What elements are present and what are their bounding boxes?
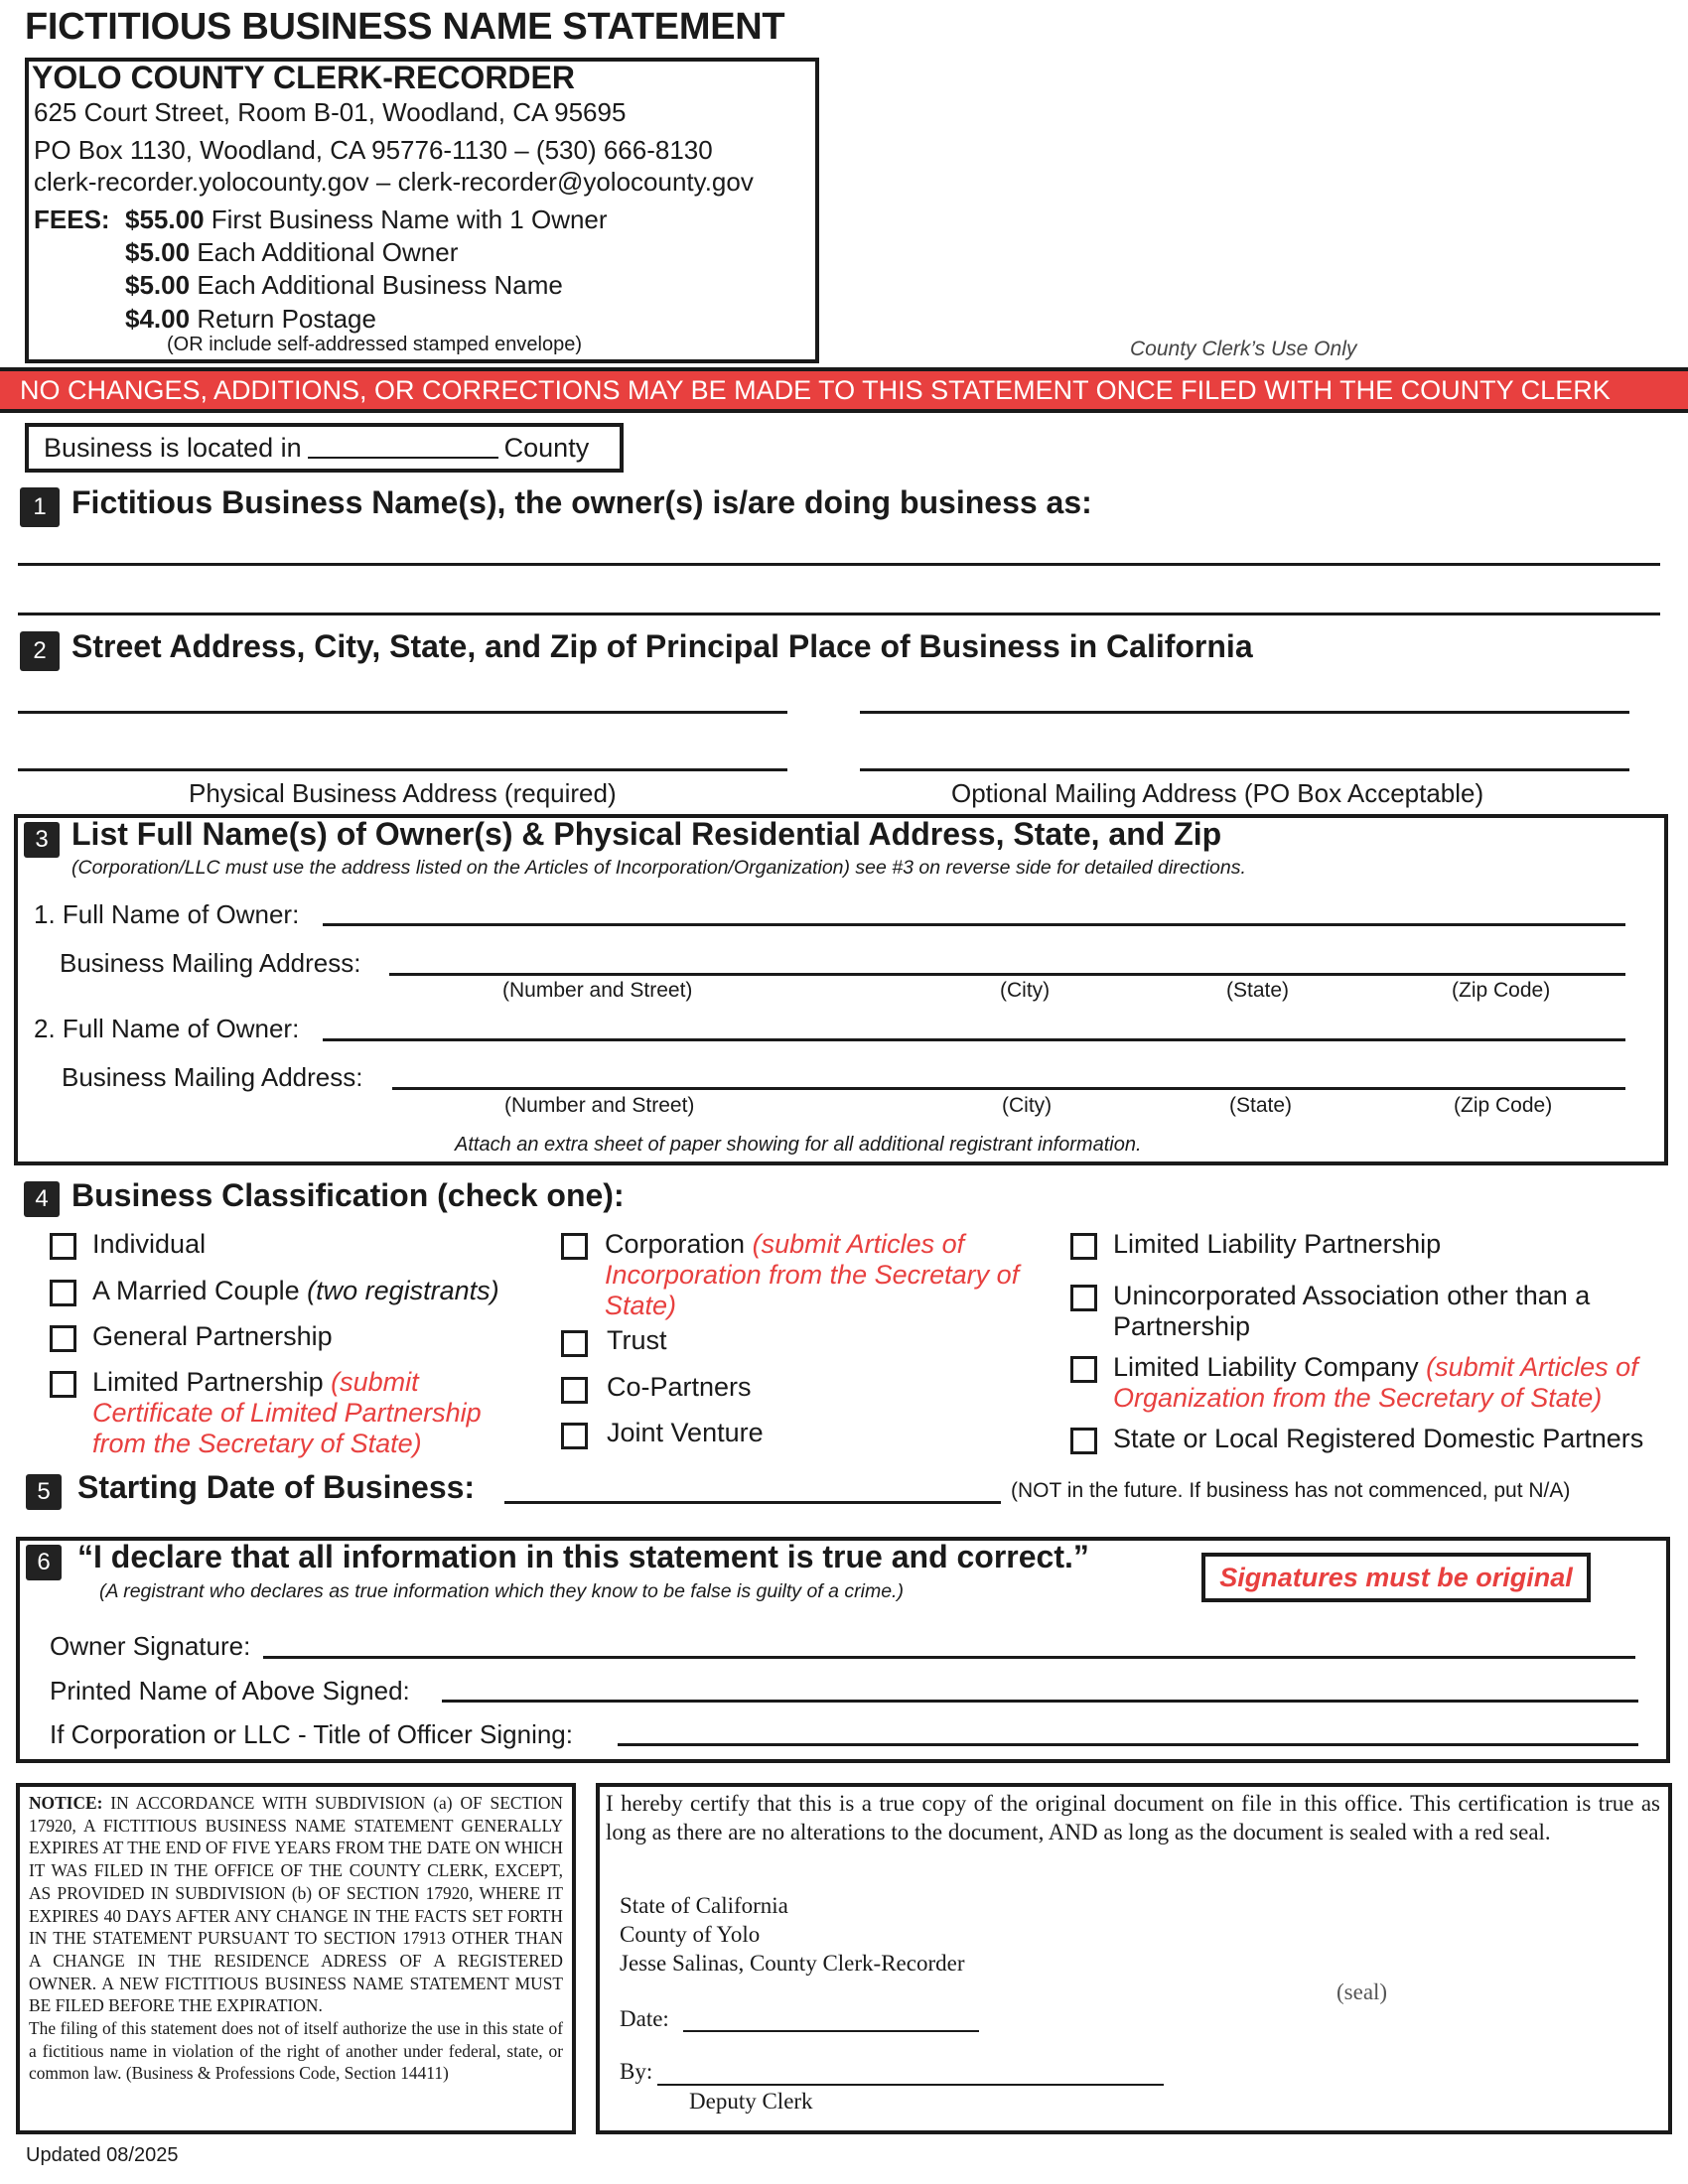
llc-note-2: Organization from the Secretary of State): [1113, 1383, 1603, 1413]
option-corporation: Corporation (submit Articles of: [605, 1229, 965, 1259]
cert-date-input[interactable]: [683, 2030, 979, 2032]
section-5-badge: 5: [26, 1474, 62, 1510]
fee-row: $5.00 Each Additional Owner: [125, 237, 459, 267]
section-6-note: (A registrant who declares as true information which they know to be false is guilty of a crime.): [99, 1580, 904, 1602]
section-2-badge: 2: [20, 631, 60, 671]
clerk-use-label: County Clerk’s Use Only: [1130, 338, 1357, 360]
option-married-couple: A Married Couple (two registrants): [92, 1276, 499, 1305]
section-3-heading: List Full Name(s) of Owner(s) & Physical Residential Address, State, and Zip: [71, 816, 1222, 852]
no-changes-warning: NO CHANGES, ADDITIONS, OR CORRECTIONS MAY BE MADE TO THIS STATEMENT ONCE FILED WITH THE COUNTY CLERK: [0, 367, 1688, 413]
section-6-heading: “I declare that all information in this statement is true and correct.”: [77, 1539, 1089, 1574]
office-web-email: clerk-recorder.yolocounty.gov – clerk-recorder@yolocounty.gov: [34, 167, 754, 197]
printed-name-label: Printed Name of Above Signed:: [50, 1676, 410, 1706]
option-trust: Trust: [607, 1325, 667, 1355]
corporation-note-2: Incorporation from the Secretary of: [605, 1260, 1020, 1290]
owner-2-sub-number: (Number and Street): [504, 1094, 695, 1117]
mailing-address-caption: Optional Mailing Address (PO Box Acceptable): [951, 778, 1484, 808]
cert-by-input[interactable]: [657, 2084, 1164, 2086]
owner-1-mailing-input[interactable]: [389, 973, 1625, 976]
owner-1-sub-number: (Number and Street): [502, 979, 693, 1002]
officer-title-label: If Corporation or LLC - Title of Officer Signing:: [50, 1719, 573, 1749]
checkbox-co-partners[interactable]: [561, 1377, 588, 1404]
option-individual: Individual: [92, 1229, 207, 1259]
checkbox-llp[interactable]: [1070, 1233, 1097, 1260]
owner-1-sub-state: (State): [1226, 979, 1290, 1002]
physical-address-line-1[interactable]: [18, 711, 787, 714]
owner-2-sub-state: (State): [1229, 1094, 1293, 1117]
option-limited-partnership: Limited Partnership (submit: [92, 1367, 419, 1397]
owner-2-name-input[interactable]: [323, 1038, 1625, 1041]
owner-1-name-label: 1. Full Name of Owner:: [34, 899, 300, 929]
checkbox-general-partnership[interactable]: [50, 1325, 76, 1352]
option-general-partnership: General Partnership: [92, 1321, 333, 1351]
section-1-badge: 1: [20, 487, 60, 527]
attach-sheet-note: Attach an extra sheet of paper showing for all additional registrant information.: [455, 1134, 1142, 1156]
office-name: YOLO COUNTY CLERK-RECORDER: [32, 60, 575, 95]
mailing-address-line-1[interactable]: [860, 711, 1629, 714]
limited-partnership-note-2: Certificate of Limited Partnership: [92, 1398, 482, 1428]
option-co-partners: Co-Partners: [607, 1372, 752, 1402]
checkbox-limited-partnership[interactable]: [50, 1371, 76, 1398]
checkbox-individual[interactable]: [50, 1233, 76, 1260]
checkbox-corporation[interactable]: [561, 1233, 588, 1260]
section-6-badge: 6: [26, 1545, 62, 1580]
starting-date-note: (NOT in the future. If business has not commenced, put N/A): [1011, 1479, 1571, 1502]
cert-county: County of Yolo: [620, 1922, 761, 1947]
owner-signature-label: Owner Signature:: [50, 1631, 251, 1661]
owner-2-mailing-input[interactable]: [392, 1087, 1625, 1090]
updated-date: Updated 08/2025: [26, 2144, 179, 2166]
option-joint-venture: Joint Venture: [607, 1418, 764, 1447]
section-5-heading: Starting Date of Business:: [77, 1469, 476, 1505]
section-1-heading: Fictitious Business Name(s), the owner(s) is/are doing business as:: [71, 484, 1092, 520]
checkbox-joint-venture[interactable]: [561, 1423, 588, 1449]
owner-1-sub-zip: (Zip Code): [1452, 979, 1551, 1002]
cert-clerk: Jesse Salinas, County Clerk-Recorder: [620, 1951, 965, 1976]
notice-label: NOTICE:: [29, 1793, 103, 1813]
owner-2-sub-city: (City): [1002, 1094, 1053, 1117]
limited-partnership-note-3: from the Secretary of State): [92, 1429, 422, 1458]
owner-2-mailing-label: Business Mailing Address:: [62, 1062, 363, 1092]
section-3-badge: 3: [24, 822, 60, 858]
cert-by-label: By:: [620, 2059, 653, 2084]
form-title: FICTITIOUS BUSINESS NAME STATEMENT: [25, 6, 785, 48]
owner-1-mailing-label: Business Mailing Address:: [60, 948, 361, 978]
mailing-address-line-2[interactable]: [860, 768, 1629, 771]
option-domestic-partners: State or Local Registered Domestic Partners: [1113, 1424, 1644, 1453]
cert-deputy-clerk: Deputy Clerk: [689, 2089, 813, 2114]
office-po-box: PO Box 1130, Woodland, CA 95776-1130 – (530) 666-8130: [34, 135, 713, 165]
business-name-line-1[interactable]: [18, 563, 1660, 566]
business-name-line-2[interactable]: [18, 613, 1660, 615]
owner-signature-input[interactable]: [263, 1656, 1635, 1659]
owner-1-sub-city: (City): [1000, 979, 1051, 1002]
notice-box: [16, 1783, 576, 2134]
county-box: [25, 423, 624, 473]
office-address: 625 Court Street, Room B-01, Woodland, CA 95695: [34, 97, 627, 127]
checkbox-unincorporated-association[interactable]: [1070, 1285, 1097, 1311]
fees-label: FEES:: [34, 205, 110, 234]
option-unincorporated-association-2: Partnership: [1113, 1311, 1251, 1341]
fee-row: $55.00 First Business Name with 1 Owner: [125, 205, 608, 234]
starting-date-input[interactable]: [504, 1501, 1001, 1504]
cert-date-label: Date:: [620, 2006, 669, 2031]
signature-warning: Signatures must be original: [1201, 1553, 1591, 1602]
owner-2-name-label: 2. Full Name of Owner:: [34, 1014, 300, 1043]
fee-row: $5.00 Each Additional Business Name: [125, 270, 563, 300]
printed-name-input[interactable]: [442, 1700, 1638, 1703]
county-prefix: Business is located in: [44, 433, 302, 463]
fee-row: $4.00 Return Postage: [125, 304, 376, 334]
notice-footer: The filing of this statement does not of itself authorize the use in this state of a fictitious name in violation of the right of another under federal, state, or common law. (Business & Professions Code, Section 14411): [29, 2018, 563, 2084]
owner-2-sub-zip: (Zip Code): [1454, 1094, 1553, 1117]
checkbox-llc[interactable]: [1070, 1356, 1097, 1383]
option-unincorporated-association: Unincorporated Association other than a: [1113, 1281, 1591, 1310]
physical-address-caption: Physical Business Address (required): [189, 778, 617, 808]
cert-state: State of California: [620, 1893, 788, 1918]
option-llp: Limited Liability Partnership: [1113, 1229, 1442, 1259]
county-suffix: County: [503, 433, 590, 463]
owner-1-name-input[interactable]: [323, 923, 1625, 926]
fee-note: (OR include self-addressed stamped envelope): [167, 334, 582, 355]
option-llc: Limited Liability Company (submit Articles of: [1113, 1352, 1638, 1382]
checkbox-domestic-partners[interactable]: [1070, 1428, 1097, 1454]
section-4-heading: Business Classification (check one):: [71, 1177, 625, 1213]
checkbox-married-couple[interactable]: [50, 1280, 76, 1306]
certification-text: I hereby certify that this is a true copy of the original document on file in this office. This certification is true as long as there are no alterations to the document, AND as long as the document is sealed with a red seal.: [606, 1791, 1660, 1844]
officer-title-input[interactable]: [618, 1743, 1638, 1746]
physical-address-line-2[interactable]: [18, 768, 787, 771]
cert-seal: (seal): [1336, 1979, 1388, 2004]
section-3-note: (Corporation/LLC must use the address listed on the Articles of Incorporation/Organization) see #3 on reverse side for detailed directions.: [71, 857, 1246, 879]
section-2-heading: Street Address, City, State, and Zip of Principal Place of Business in California: [71, 628, 1253, 664]
checkbox-trust[interactable]: [561, 1330, 588, 1357]
notice-body: IN ACCORDANCE WITH SUBDIVISION (a) OF SECTION 17920, A FICTITIOUS BUSINESS NAME STATEMENT GENERALLY EXPIRES AT THE END OF FIVE YEARS FROM THE DATE ON WHICH IT WAS FILED IN THE OFFICE OF THE COUNTY CLERK, EXCEPT, AS PROVIDED IN SUBDIVISION (b) OF SECTION 17920, WHERE IT EXPIRES 40 DAYS AFTER ANY CHANGE IN THE FACTS SET FORTH IN THE STATEMENT PURSUANT TO SECTION 17913 OTHER THAN A CHANGE IN THE RESIDENCE ADRESS OF A REGISTERED OWNER. A NEW FICTITIOUS BUSINESS NAME STATEMENT MUST BE FILED BEFORE THE EXPIRATION.: [29, 1793, 563, 2016]
county-input[interactable]: [308, 433, 498, 459]
corporation-note-3: State): [605, 1291, 677, 1320]
section-4-badge: 4: [24, 1181, 60, 1217]
